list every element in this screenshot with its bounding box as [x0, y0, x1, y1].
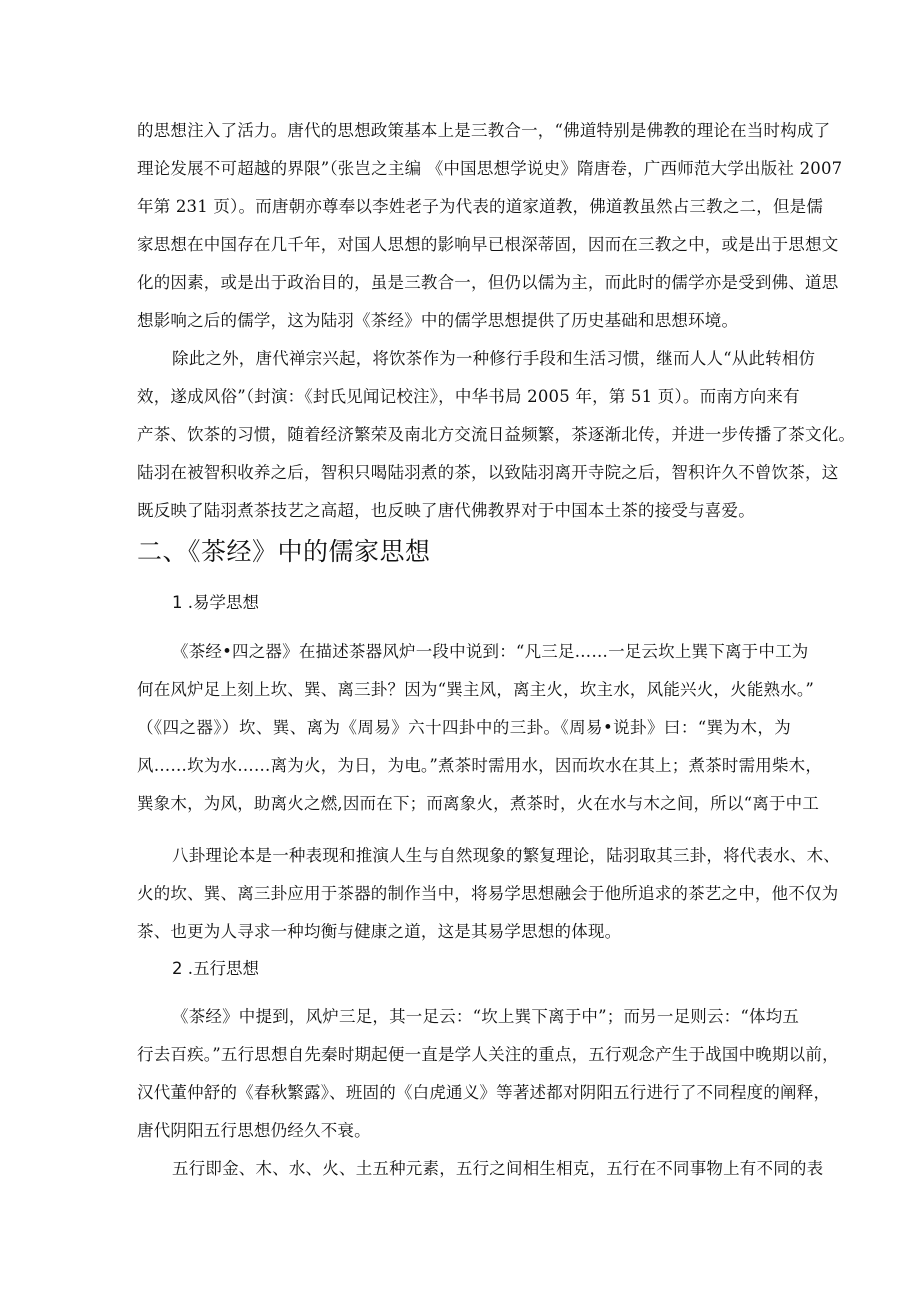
subheading-wuxing [172, 958, 259, 980]
subheading-number: 1 [172, 593, 183, 612]
subheading-number: 2 [172, 959, 183, 978]
text-line: 想影响之后的儒学，这为陆羽《茶经》中的儒学思想提供了历史基础和思想环境。 [137, 311, 739, 330]
text-line: 除此之外，唐代禅宗兴起，将饮茶作为一种修行手段和生活习惯，继而人人“从此转相仿 [172, 349, 816, 368]
text-line: 茶、也更为人寻求一种均衡与健康之道，这是其易学思想的体现。 [137, 922, 622, 941]
subheading-yixue [172, 592, 259, 614]
text-line: 理论发展不可超越的界限”（张岂之主编 《中国思想学说史》隋唐卷，广西师范大学出版社 2007 [137, 159, 843, 178]
text-line: 火的坎、巽、离三卦应用于茶器的制作当中，将易学思想融会于他所追求的茶艺之中，他不仅为 [137, 884, 839, 903]
text-line: 的思想注入了活力。唐代的思想政策基本上是三教合一，“佛道特别是佛教的理论在当时构成了 [137, 121, 831, 140]
text-line: 陆羽在被智积收养之后，智积只喝陆羽煮的茶，以致陆羽离开寺院之后，智积许久不曾饮茶，这 [137, 463, 839, 482]
text-line: 年第 231 页）。而唐朝亦尊奉以李姓老子为代表的道家道教，佛道教虽然占三教之二，但是儒 [137, 197, 824, 216]
text-line: 效，遂成风俗”（封演：《封氏见闻记校注》，中华书局 2005 年，第 51 页）。而南方向来有 [137, 387, 800, 406]
text-line: 风……坎为水……离为火，为日，为电。”煮茶时需用水，因而坎水在其上；煮茶时需用柴木， [137, 756, 823, 775]
text-line: 汉代董仲舒的《春秋繁露》、班固的《白虎通义》等著述都对阴阳五行进行了不同程度的阐释， [137, 1083, 831, 1102]
text-line: 产茶、饮茶的习惯，随着经济繁荣及南北方交流日益频繁，茶逐渐北传，并进一步传播了茶文化。 [137, 425, 856, 444]
text-line: 既反映了陆羽煮茶技艺之高超，也反映了唐代佛教界对于中国本土茶的接受与喜爱。 [137, 501, 755, 520]
text-line: （《四之器》）坎、巽、离为《周易》六十四卦中的三卦。《周易•说卦》曰：“巽为木，为 [137, 718, 791, 737]
section-heading: 二、《茶经》中的儒家思想 [137, 537, 431, 566]
text-line: 化的因素，或是出于政治目的，虽是三教合一，但仍以儒为主，而此时的儒学亦是受到佛、道思 [137, 273, 839, 292]
text-line: 八卦理论本是一种表现和推演人生与自然现象的繁复理论，陆羽取其三卦，将代表水、木、 [172, 846, 840, 865]
text-line: 五行即金、木、水、火、土五种元素，五行之间相生相克，五行在不同事物上有不同的表 [172, 1159, 824, 1178]
text-line: 唐代阴阳五行思想仍经久不衰。 [137, 1121, 371, 1140]
text-line: 《茶经•四之器》在描述茶器风炉一段中说到：“凡三足……一足云坎上巽下离于中工为 [172, 642, 809, 661]
text-line: 巽象木，为风，助离火之燃,因而在下；而离象火，煮茶时，火在水与木之间，所以“离于中工 [137, 794, 820, 813]
text-line: 何在风炉足上刻上坎、巽、离三卦？因为“巽主风，离主火，坎主水，风能兴火，火能熟水。” [137, 680, 815, 699]
text-line: 行去百疾。”五行思想自先秦时期起便一直是学人关注的重点，五行观念产生于战国中晚期以前， [137, 1045, 839, 1064]
subheading-label: .易学思想 [187, 593, 259, 612]
subheading-label: .五行思想 [187, 959, 259, 978]
text-line: 家思想在中国存在几千年，对国人思想的影响早已根深蒂固，因而在三教之中，或是出于思想文 [137, 235, 839, 254]
text-line: 《茶经》中提到，风炉三足，其一足云：“坎上巽下离于中”；而另一足则云：“体均五 [172, 1007, 800, 1026]
